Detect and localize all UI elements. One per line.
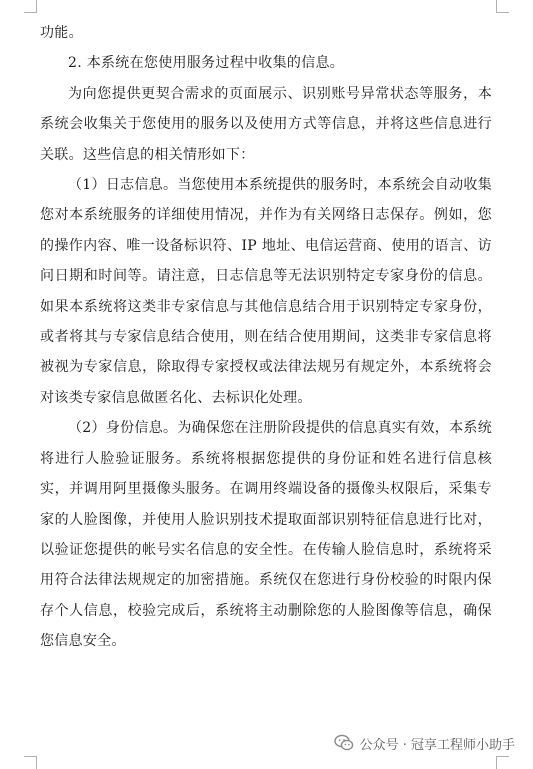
watermark	[330, 731, 519, 755]
crop-mark-bottom-right	[496, 756, 509, 769]
crop-mark-top-left	[24, 0, 37, 13]
paragraph-continuation: 功能。	[40, 25, 83, 41]
document-body	[40, 18, 492, 657]
paragraph-intro: 为向您提供更契合需求的页面展示、识别账号异常状态等服务，本系统会收集关于您使用的服务以及使用方式等信息，并将这些信息进行关联。这些信息的相关情形如下：	[40, 85, 492, 163]
section-heading: 2. 本系统在您使用服务过程中收集的信息。	[68, 55, 345, 72]
wechat-icon	[334, 733, 354, 753]
watermark-text: 公众号 · 冠享工程师小助手	[359, 737, 515, 753]
paragraph-log-info: （1）日志信息。当您使用本系统提供的服务时，本系统会自动收集您对本系统服务的详细使用情况，并作为有关网络日志保存。例如，您的操作内容、唯一设备标识符、IP 地址、电信运营商、使用的语言、访问日期和时间等。请注意，日志信息等无法识别特定专家身份的信息。如果本系统将这类非专家信息与其他信息结合用于识别特定专家身份，或者将其与专家信息结合使用，则在结合使用期间，这类非专家信息将被视为专家信息，除取得专家授权或法律法规另有规定外，本系统将会对该类专家信息做匿名化、去标识化处理。	[40, 177, 492, 406]
paragraph-identity-info: （2）身份信息。为确保您在注册阶段提供的信息真实有效，本系统将进行人脸验证服务。系统将根据您提供的身份证和姓名进行信息核实，并调用阿里摄像头服务。在调用终端设备的摄像头权限后，采集专家的人脸图像，并使用人脸识别技术提取面部识别特征信息进行比对，以验证您提供的帐号实名信息的安全性。在传输人脸信息时，系统将采用符合法律法规规定的加密措施。系统仅在您进行身份校验的时限内保存个人信息，校验完成后，系统将主动删除您的人脸图像等信息，确保您信息安全。	[40, 420, 492, 650]
crop-mark-bottom-left	[24, 756, 37, 769]
crop-mark-top-right	[496, 0, 509, 13]
